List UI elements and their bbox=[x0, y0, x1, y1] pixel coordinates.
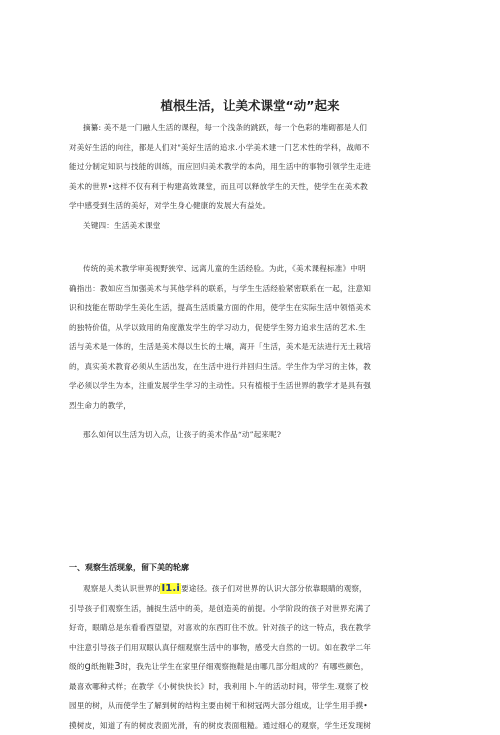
intro-line: 的，真实美术教育必须从生活出发，在生活中进行并回归生活。学生作为学习的主体，教 bbox=[69, 357, 437, 377]
abstract-line: 对美好生活的向往，都是人们对"美好生活的追求.小学美术建一门艺术性的学科，战师不 bbox=[69, 138, 437, 158]
abstract-line: 美术的世界•这样不仅有利于构建高效课堂，而且可以释放学生的天性，使学生在美术教 bbox=[69, 177, 437, 197]
section-1-line: 摸树皮，知道了有的树皮表面光滑，有的树皮表面粗糙。通过细心的观察，学生还发现树 bbox=[69, 716, 437, 735]
section-1-line: 园里的树，从而使学生了解到树的结构主要由树干和树冠两大部分组成，让学生用手摸• bbox=[69, 696, 437, 716]
abstract-line: 学中感受到生活的美好，对学生身心健康的发展大有益处。 bbox=[69, 196, 437, 216]
section-1-line bbox=[69, 579, 437, 599]
abstract-paragraph bbox=[69, 118, 437, 216]
question-line: 那么如何以生活为切入点，让孩子的美术作品“动”起来呢? bbox=[69, 425, 437, 445]
intro-line: 活与美术是一体的，生活是美术得以生长的土壤，离开「生活，美术是无法进行无土栽培 bbox=[69, 337, 437, 357]
section-1-line-text: g bbox=[85, 661, 92, 672]
section-1-paragraph bbox=[69, 579, 437, 735]
abstract-line: 摘纂: 美不是一门融人生活的课程，每一个浅条的跳跃，每一个色彩的堆砌都是人们 bbox=[69, 118, 437, 138]
section-1-line-text: 纸拖鞋 bbox=[91, 662, 114, 671]
section-1-line-text: 时，我先让学生在家里仔细观察拖鞋是由哪几部分组成的？有哪些颜色， bbox=[121, 662, 369, 671]
abstract-line: 能过分制定知识与技能的训练，而应回归美术教学的本尚，用生活中的事物引领学生走进 bbox=[69, 157, 437, 177]
highlighted-text: I1.i bbox=[160, 583, 181, 594]
intro-line: 烈生命力的教学， bbox=[69, 396, 437, 416]
intro-line: 学必须以学生为本，注重发展学生学习的主动性。只有植根于生活世界的教学才是具有强 bbox=[69, 376, 437, 396]
section-1-line: 中注意引导孩子们用双眼认真仔细观察生活中的事物，感受大自然的一切。如在教学二年 bbox=[69, 638, 437, 658]
section-1-line-text: 3 bbox=[114, 661, 121, 672]
intro-line: 识和技能在帮助学生美化生活，提高生活质量方面的作用，使学生在实际生活中领悟美术 bbox=[69, 298, 437, 318]
section-1-line-text: 级的 bbox=[69, 662, 85, 671]
intro-paragraph bbox=[69, 259, 437, 415]
section-1-heading: 一、观察生活现象，留下美的轮廓 bbox=[69, 562, 189, 573]
document-title: 植根生活，让美术课堂“动”起来 bbox=[0, 96, 500, 114]
section-1-line bbox=[69, 657, 437, 677]
section-1-line: 好奇，眼睛总是东看看西望望，对喜欢的东西盯住不放。针对孩子的这一特点，我在教学 bbox=[69, 618, 437, 638]
section-1-line-text: 要途径。孩子们对世界的认识大部分依靠眼睛的观察， bbox=[181, 584, 367, 593]
keywords-line: 关键四：生活美术课堂 bbox=[69, 216, 437, 236]
keywords-paragraph bbox=[69, 216, 437, 236]
intro-line: 确指出：教如应当加强美术与其他学科的联系，与学生生活经验紧密联系在一起，注意知 bbox=[69, 279, 437, 299]
question-paragraph bbox=[69, 425, 437, 445]
section-1-line-text: 观察是人类认识世界的 bbox=[83, 584, 160, 593]
intro-line: 传统的美术教学审美视野狭窄、远离儿童的生活经验。为此，《美术课程标准》中明 bbox=[69, 259, 437, 279]
intro-line: 的独特价值，从学以致用的角度激发学生的学习动力，促使学生努力追求生活的艺术.生 bbox=[69, 318, 437, 338]
section-1-line: 引导孩子们观察生活，捕捉生活中的美，是创造美的前提。小学阶段的孩子对世界充满了 bbox=[69, 599, 437, 619]
section-1-line: 最喜欢哪种式样；在教学《小树快快长》时，我利用卜.午的活动时间，带学生.观察了校 bbox=[69, 677, 437, 697]
